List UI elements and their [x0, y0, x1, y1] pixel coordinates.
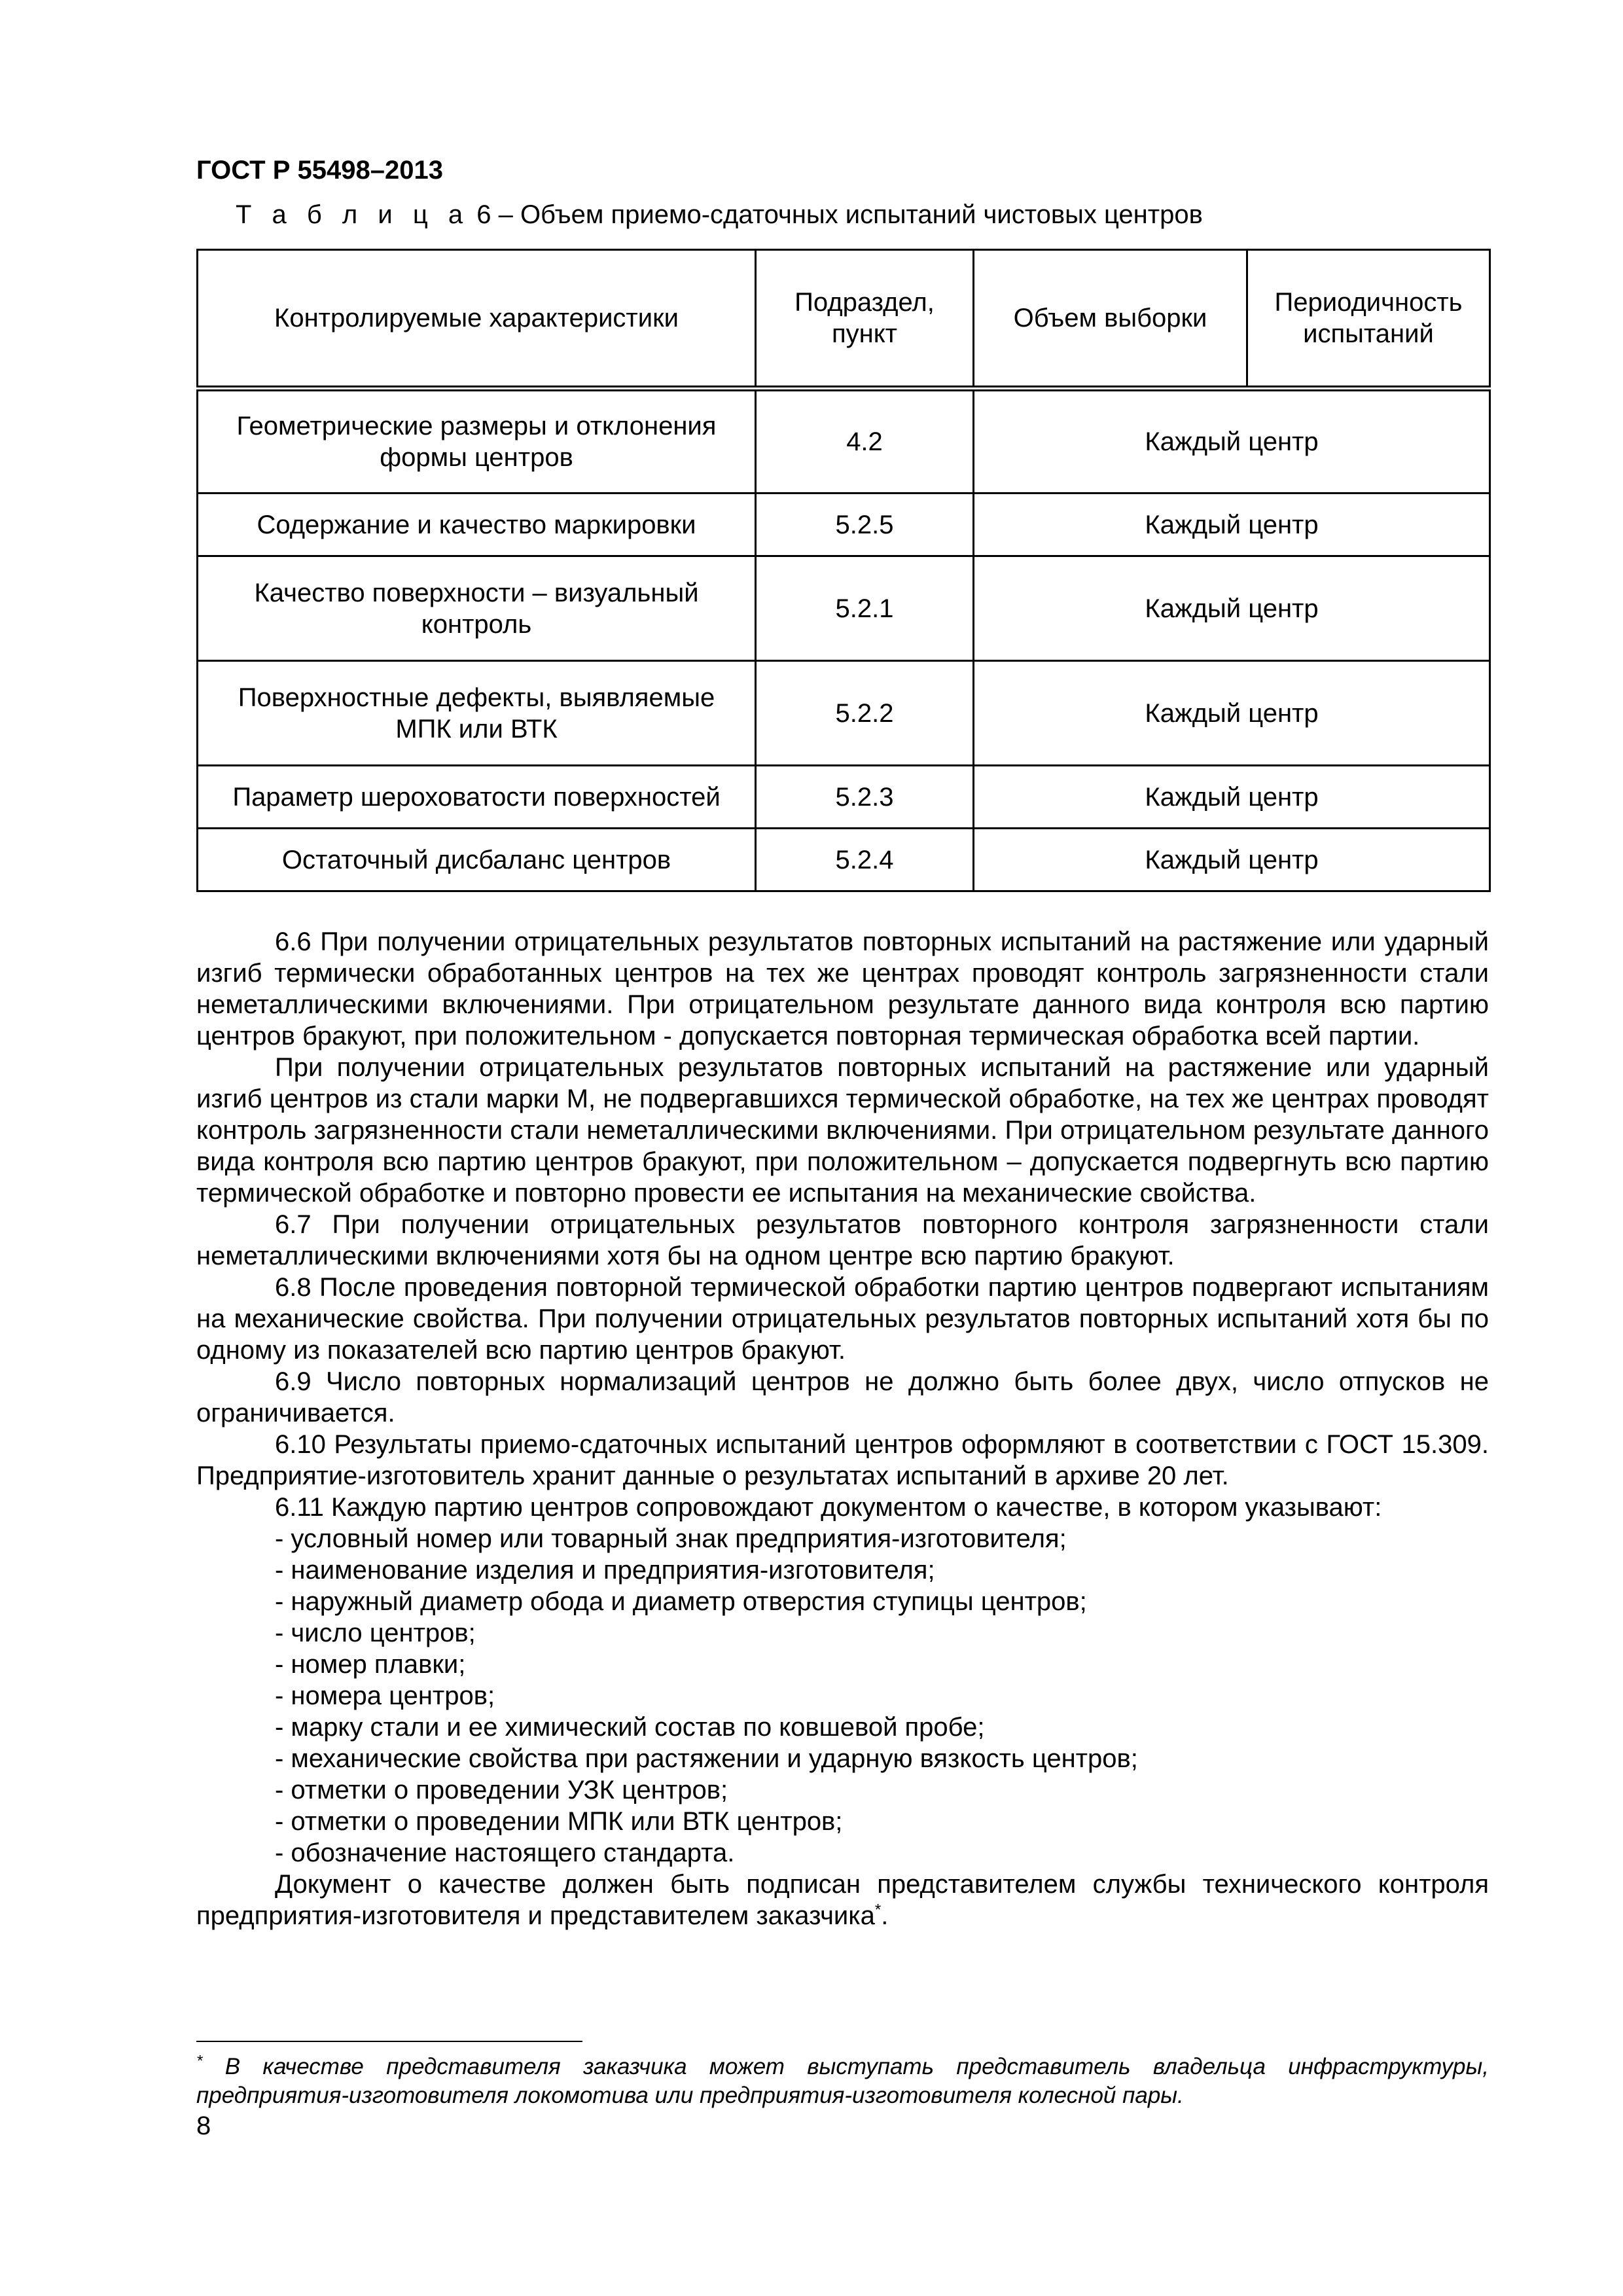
cell-sample: Каждый центр — [974, 389, 1490, 493]
table-row — [198, 389, 1490, 493]
page-content — [196, 154, 1489, 1931]
list-item: - отметки о проведении МПК или ВТК центров; — [275, 1807, 843, 1836]
cell-section: 5.2.1 — [756, 556, 974, 661]
paragraph-quality-document-text: Документ о качестве должен быть подписан представителем службы технического контроля предприятия-изготовителя и представителем заказчика — [196, 1870, 1489, 1930]
list-item: - отметки о проведении УЗК центров; — [275, 1776, 728, 1804]
list-item: - обозначение настоящего стандарта. — [275, 1839, 735, 1867]
cell-sample: Каждый центр — [974, 556, 1490, 661]
acceptance-tests-table — [196, 249, 1491, 892]
footnote-text: В качестве представителя заказчика может выступать представитель владельца инфраструктуры, предприятия-изготовителя локомотива или предприятия-изготовителя колесной пары. — [196, 2054, 1489, 2108]
cell-characteristic: Геометрические размеры и отклонения формы центров — [198, 389, 756, 493]
table-row — [198, 556, 1490, 661]
col-header-characteristics: Контролируемые характеристики — [198, 250, 756, 389]
paragraph-6-11: 6.11 Каждую партию центров сопровождают документом о качестве, в котором указывают: — [275, 1493, 1382, 1522]
cell-characteristic: Содержание и качество маркировки — [198, 493, 756, 556]
paragraph-6-9: 6.9 Число повторных нормализаций центров не должно быть более двух, число отпусков не ограничивается. — [196, 1367, 1489, 1427]
cell-section: 4.2 — [756, 389, 974, 493]
cell-sample: Каждый центр — [974, 829, 1490, 891]
cell-characteristic: Поверхностные дефекты, выявляемые МПК или ВТК — [198, 661, 756, 766]
paragraph-end-punctuation: . — [881, 1901, 889, 1930]
table-row — [198, 829, 1490, 891]
table-row — [198, 661, 1490, 766]
col-header-sample-size: Объем выборки — [974, 250, 1247, 389]
cell-section: 5.2.4 — [756, 829, 974, 891]
cell-section: 5.2.2 — [756, 661, 974, 766]
footnote-mark: * — [196, 2052, 203, 2070]
table-header-row — [198, 250, 1490, 389]
col-header-periodicity: Периодичность испытаний — [1247, 250, 1490, 389]
footnote-separator — [196, 2041, 582, 2042]
cell-characteristic: Параметр шероховатости поверхностей — [198, 766, 756, 829]
table-caption-label: Т а б л и ц а — [236, 200, 470, 229]
list-item: - механические свойства при растяжении и ударную вязкость центров; — [275, 1744, 1138, 1773]
list-item: - наружный диаметр обода и диаметр отверстия ступицы центров; — [275, 1587, 1087, 1616]
paragraph-6-6: 6.6 При получении отрицательных результатов повторных испытаний на растяжение или ударный изгиб термически обработанных центров на тех же центрах проводят контроль загрязненности стали неметаллическими включениями. При отрицательном результате данного вида контроля всю партию центров бракуют, при положительном - допускается повторная термическая обработка всей партии. — [196, 927, 1489, 1050]
cell-sample: Каждый центр — [974, 493, 1490, 556]
cell-section: 5.2.3 — [756, 766, 974, 829]
body-text — [196, 926, 1489, 1931]
table-row — [198, 493, 1490, 556]
footnote — [196, 2053, 1489, 2110]
cell-sample: Каждый центр — [974, 766, 1490, 829]
table-caption-text: 6 – Объем приемо-сдаточных испытаний чистовых центров — [469, 200, 1203, 229]
list-item: - номера центров; — [275, 1681, 495, 1710]
list-item: - номер плавки; — [275, 1650, 466, 1679]
paragraph-6-10: 6.10 Результаты приемо-сдаточных испытаний центров оформляют в соответствии с ГОСТ 15.309. Предприятие-изготовитель хранит данные о результатах испытаний в архиве 20 лет. — [196, 1430, 1489, 1490]
cell-characteristic: Качество поверхности – визуальный контроль — [198, 556, 756, 661]
page-number: 8 — [196, 2111, 211, 2140]
paragraph-6-6-continued: При получении отрицательных результатов повторных испытаний на растяжение или ударный изгиб центров из стали марки М, не подвергавшихся термической обработке, на тех же центрах проводят контроль загрязненности стали неметаллическими включениями. При отрицательном результате данного вида контроля всю партию центров бракуют, при положительном – допускается подвергнуть всю партию термической обработке и повторно провести ее испытания на механические свойства. — [196, 1053, 1489, 1208]
list-item: - наименование изделия и предприятия-изготовителя; — [275, 1556, 935, 1585]
paragraph-quality-document — [196, 1869, 1489, 1931]
list-item: - условный номер или товарный знак предприятия-изготовителя; — [275, 1524, 1067, 1553]
list-item: - число центров; — [275, 1619, 476, 1647]
document-code: ГОСТ Р 55498–2013 — [196, 156, 443, 185]
list-item: - марку стали и ее химический состав по ковшевой пробе; — [275, 1713, 985, 1742]
quality-document-list — [196, 1523, 1489, 1869]
col-header-section: Подраздел, пункт — [756, 250, 974, 389]
table-caption — [196, 199, 1489, 230]
cell-section: 5.2.5 — [756, 493, 974, 556]
paragraph-6-8: 6.8 После проведения повторной термической обработки партию центров подвергают испытаниям на механические свойства. При получении отрицательных результатов повторных испытаний хотя бы по одному из показателей всю партию центров бракуют. — [196, 1273, 1489, 1365]
table-row — [198, 766, 1490, 829]
cell-characteristic: Остаточный дисбаланс центров — [198, 829, 756, 891]
paragraph-6-7: 6.7 При получении отрицательных результатов повторного контроля загрязненности стали неметаллическими включениями хотя бы на одном центре всю партию бракуют. — [196, 1210, 1489, 1270]
footnote-reference: * — [874, 1901, 882, 1919]
cell-sample: Каждый центр — [974, 661, 1490, 766]
